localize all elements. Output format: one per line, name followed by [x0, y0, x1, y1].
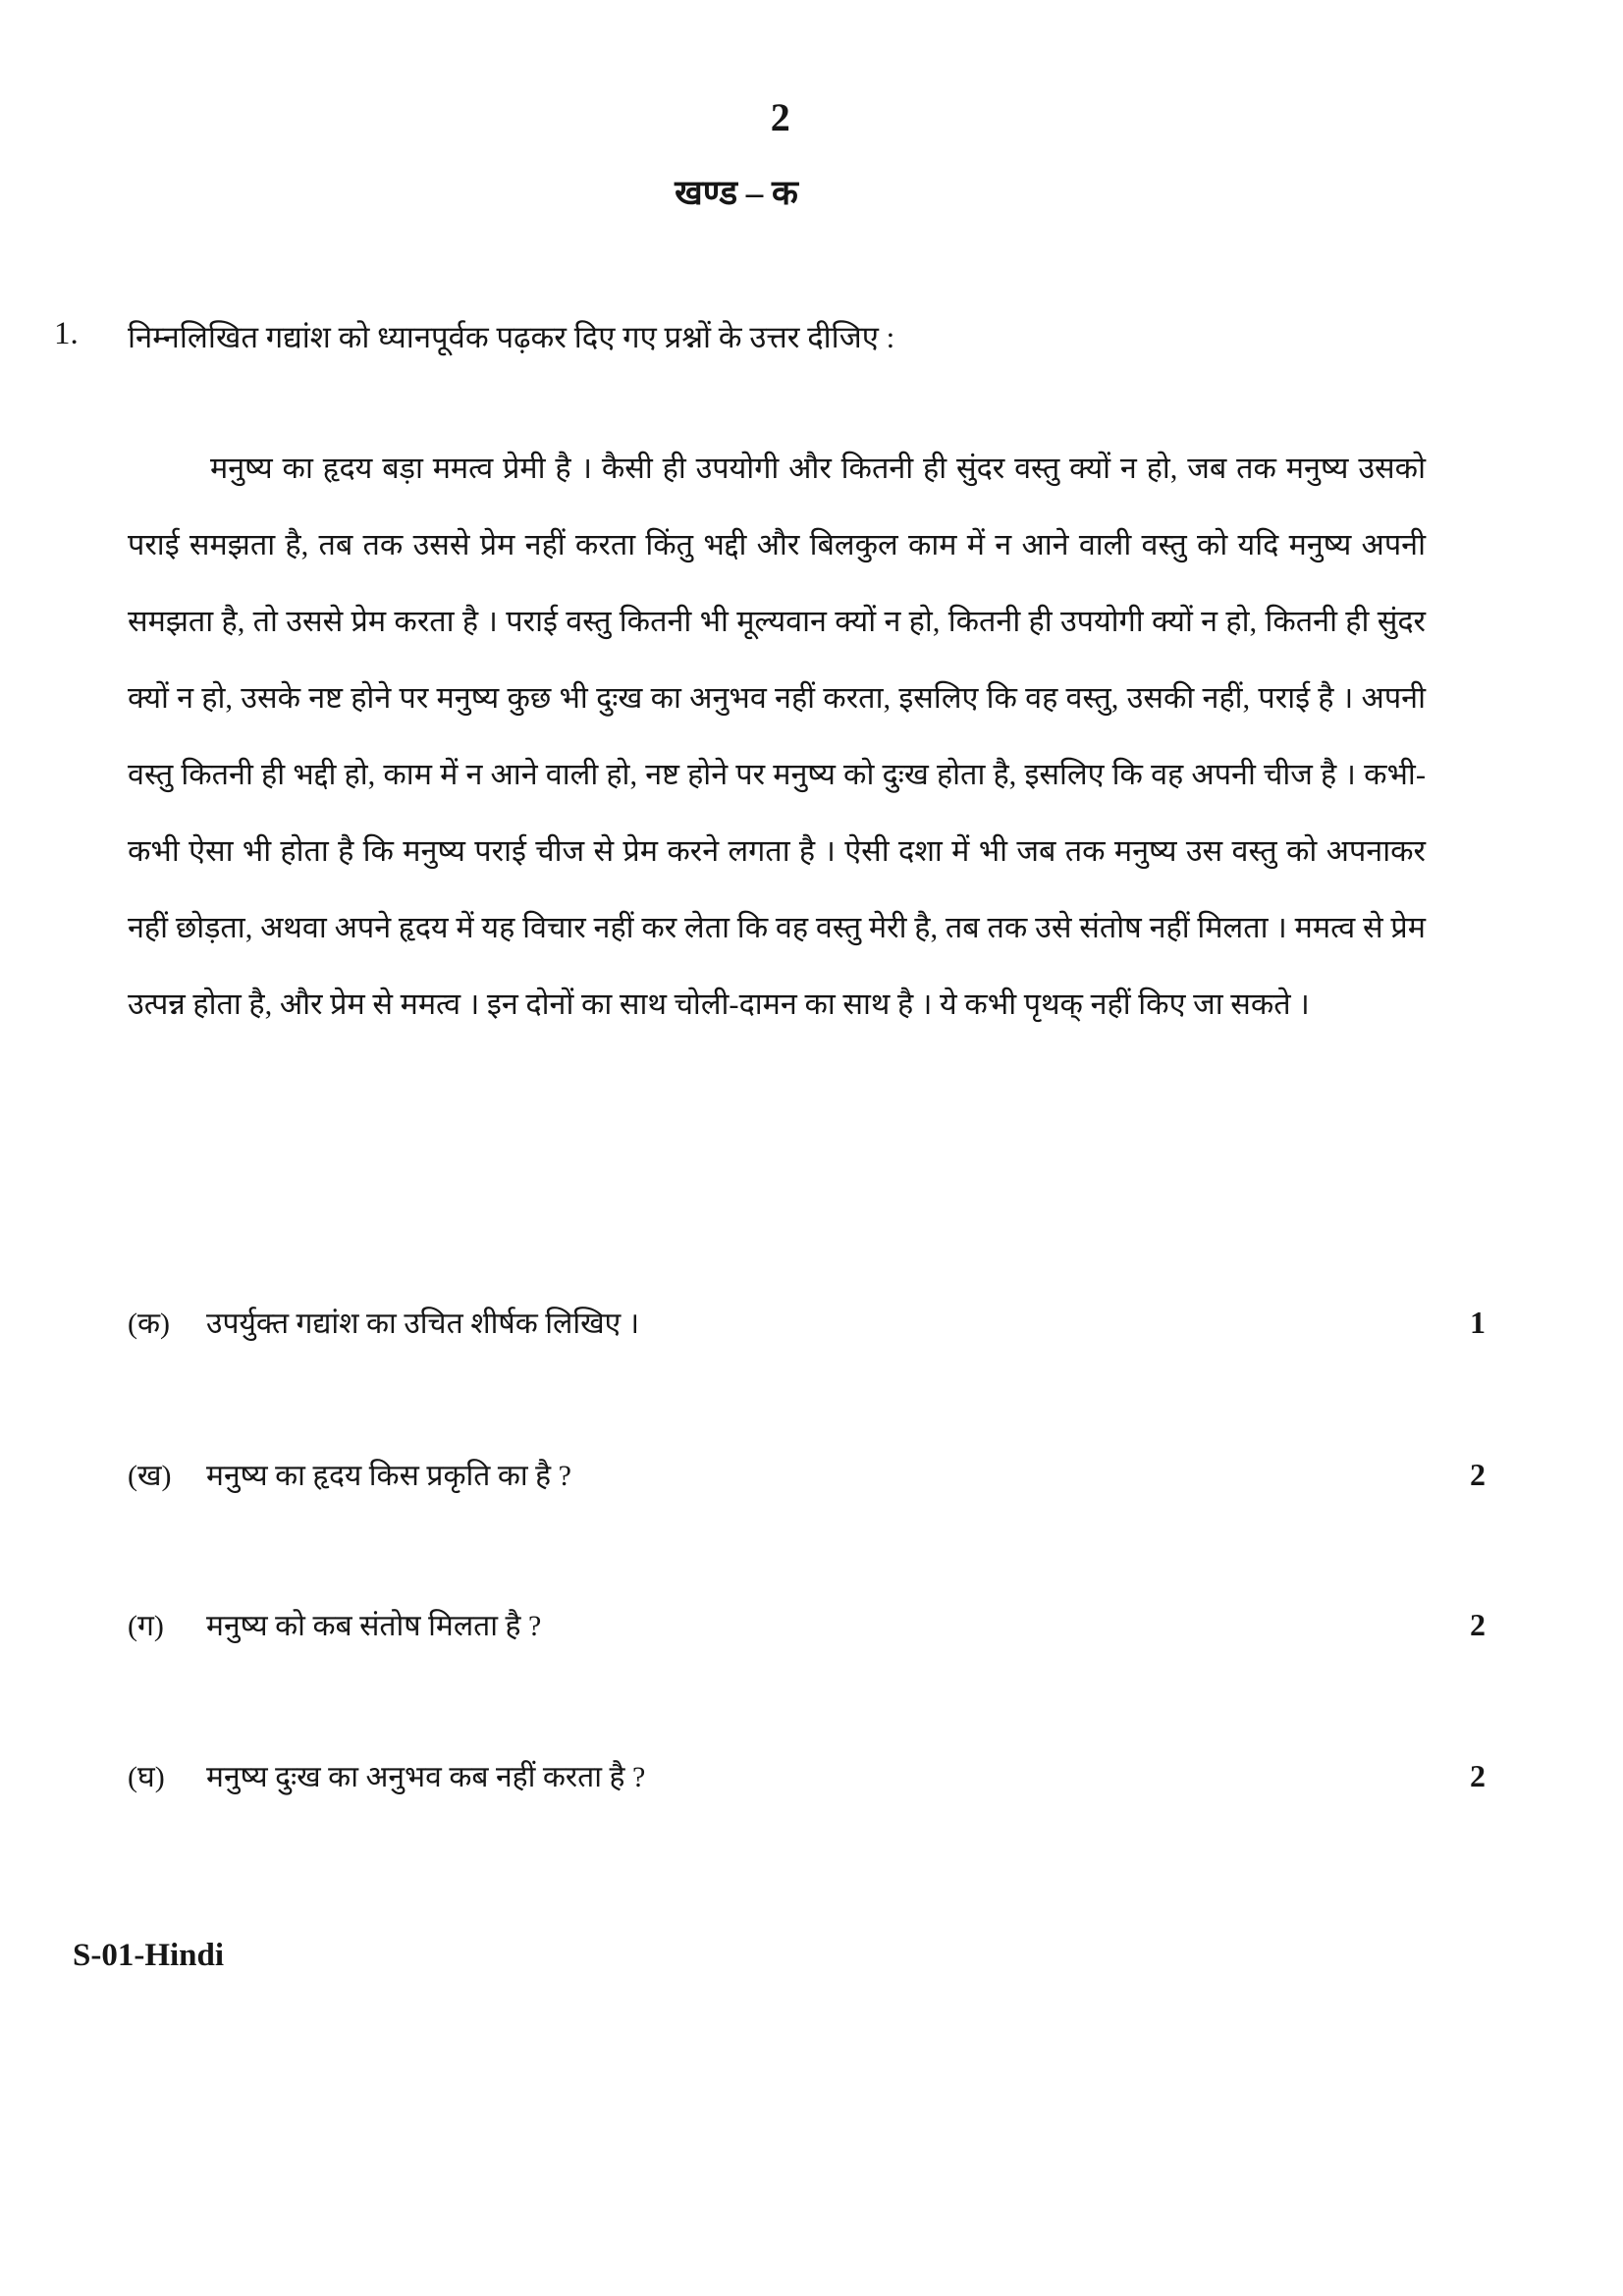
sub-question-text: मनुष्य दुःख का अनुभव कब नहीं करता है ? — [206, 1761, 646, 1793]
sub-question-ga — [128, 1604, 1486, 1644]
sub-question-gha — [128, 1755, 1486, 1795]
sub-question-ka — [128, 1302, 1486, 1342]
sub-question-marks: 2 — [1470, 1607, 1486, 1642]
sub-question-marks: 1 — [1470, 1305, 1486, 1340]
sub-question-marks: 2 — [1470, 1457, 1486, 1492]
sub-question-text: मनुष्य का हृदय किस प्रकृति का है ? — [206, 1460, 571, 1492]
paper-code-footer: S-01-Hindi — [73, 1938, 225, 1973]
reading-passage: मनुष्य का हृदय बड़ा ममत्व प्रेमी है । कैसी ही उपयोगी और कितनी ही सुंदर वस्तु क्यों न हो, जब तक मनुष्य उसको पराई समझता है, तब तक उससे प्रेम नहीं करता किंतु भद्दी और बिलकुल काम में न आने वाली वस्तु को यदि मनुष्य अपनी समझता है, तो उससे प्रेम करता है । पराई वस्तु कितनी भी मूल्यवान क्यों न हो, कितनी ही उपयोगी क्यों न हो, कितनी ही सुंदर क्यों न हो, उसके नष्ट होने पर मनुष्य कुछ भी दुःख का अनुभव नहीं करता, इसलिए कि वह वस्तु, उसकी नहीं, पराई है । अपनी वस्तु कितनी ही भद्दी हो, काम में न आने वाली हो, नष्ट होने पर मनुष्य को दुःख होता है, इसलिए कि वह अपनी चीज है । कभी-कभी ऐसा भी होता है कि मनुष्य पराई चीज से प्रेम करने लगता है । ऐसी दशा में भी जब तक मनुष्य उस वस्तु को अपनाकर नहीं छोड़ता, अथवा अपने हृदय में यह विचार नहीं कर लेता कि वह वस्तु मेरी है, तब तक उसे संतोष नहीं मिलता । ममत्व से प्रेम उत्पन्न होता है, और प्रेम से ममत्व । इन दोनों का साथ चोली-दामन का साथ है । ये कभी पृथक् नहीं किए जा सकते । — [128, 452, 1426, 1021]
sub-question-kha — [128, 1454, 1486, 1494]
sub-question-text: मनुष्य को कब संतोष मिलता है ? — [206, 1610, 542, 1642]
sub-question-text: उपर्युक्त गद्यांश का उचित शीर्षक लिखिए । — [206, 1308, 640, 1340]
sub-question-label: (ग) — [128, 1610, 164, 1642]
section-heading: खण्ड – क — [675, 174, 798, 212]
question-instruction: निम्नलिखित गद्यांश को ध्यानपूर्वक पढ़कर दिए गए प्रश्नों के उत्तर दीजिए : — [128, 320, 895, 354]
question-1-header — [54, 316, 1466, 357]
sub-question-label: (क) — [128, 1308, 171, 1340]
question-number: 1. — [54, 316, 79, 351]
sub-question-marks: 2 — [1470, 1758, 1486, 1793]
page-number: 2 — [770, 95, 791, 139]
sub-question-label: (घ) — [128, 1761, 165, 1793]
sub-question-label: (ख) — [128, 1460, 172, 1492]
